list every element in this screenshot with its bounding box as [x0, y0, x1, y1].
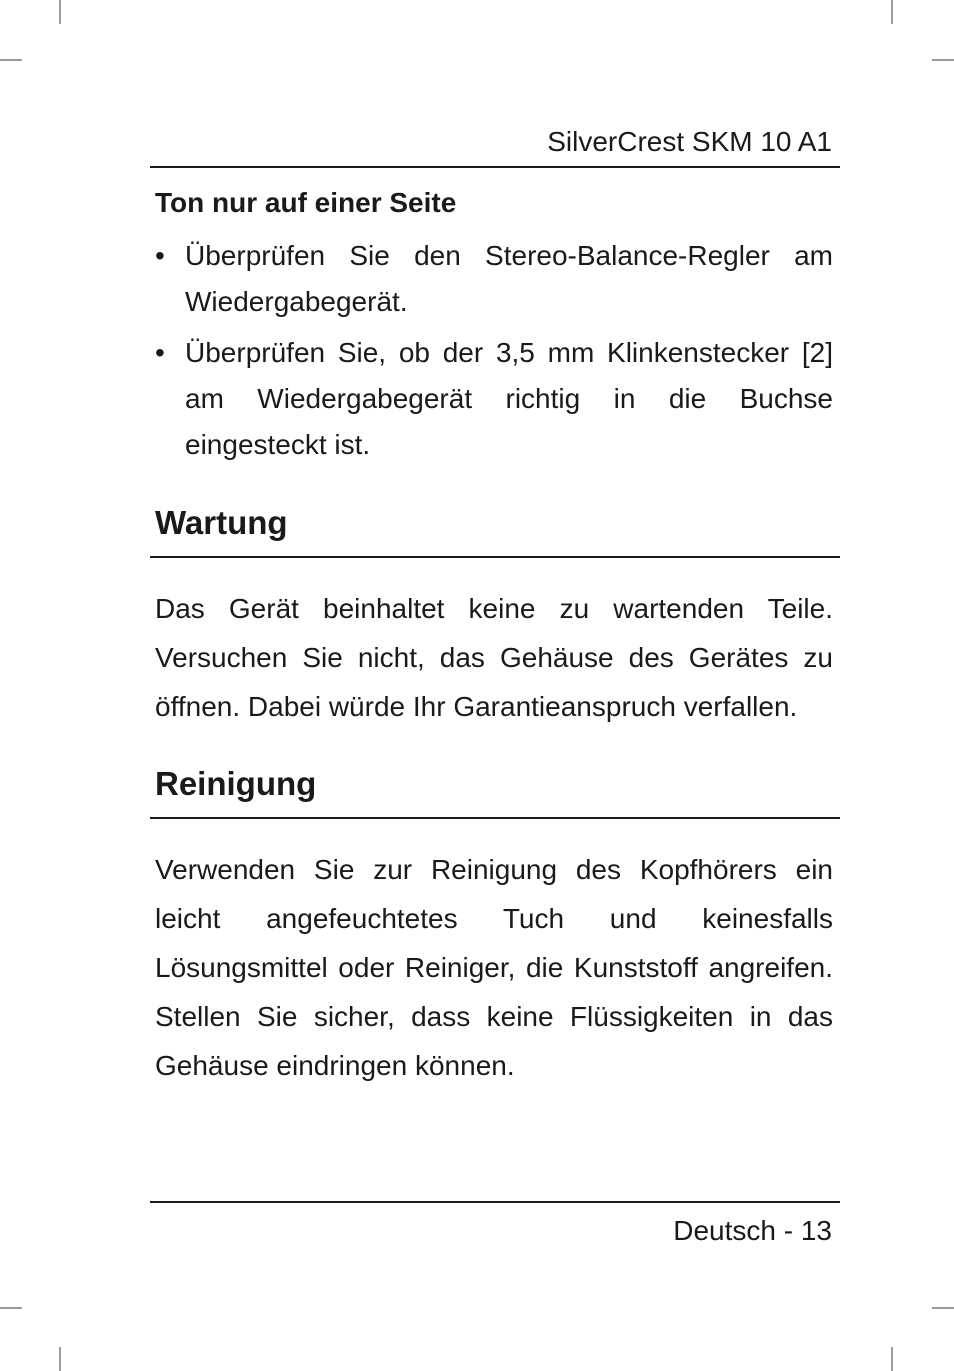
page-header-product: SilverCrest SKM 10 A1	[547, 126, 832, 157]
list-item-text: Überprüfen Sie, ob der 3,5 mm Klinkenstecker [2] am Wiedergabegerät richtig in die Buchse eingesteckt ist.	[185, 337, 833, 460]
paragraph-maintenance: Das Gerät beinhaltet keine zu wartenden Teile. Versuchen Sie nicht, das Gehäuse des Gerätes zu öffnen. Dabei würde Ihr Garantieanspruch verfallen.	[155, 593, 833, 722]
crop-mark-top-left	[0, 59, 22, 61]
list-item-text: Überprüfen Sie den Stereo-Balance-Regler am Wiedergabegerät.	[185, 240, 833, 317]
crop-mark-bottom-left	[59, 1347, 61, 1371]
subsection-title-one-side: Ton nur auf einer Seite	[155, 187, 457, 218]
crop-mark-top-right	[891, 0, 893, 24]
paragraph-cleaning: Verwenden Sie zur Reinigung des Kopfhörers ein leicht angefeuchtetes Tuch und keinesfalls Lösungsmittel oder Reiniger, die Kunststoff angreifen. Stellen Sie sicher, dass keine Flüssigkeiten in das Gehäuse eindringen können.	[155, 854, 833, 1081]
bullet-icon: •	[155, 337, 165, 368]
crop-mark-bottom-right	[891, 1347, 893, 1371]
crop-mark-bottom-left	[0, 1307, 22, 1309]
crop-mark-bottom-right	[932, 1307, 954, 1309]
list-item	[155, 330, 833, 468]
footer-rule	[150, 1201, 840, 1203]
crop-mark-top-right	[932, 59, 954, 61]
bullet-icon: •	[155, 240, 165, 271]
section-title-maintenance: Wartung	[155, 504, 288, 541]
list-item	[155, 233, 833, 325]
crop-mark-top-left	[59, 0, 61, 24]
section-rule-maintenance	[150, 556, 840, 558]
section-rule-cleaning	[150, 817, 840, 819]
section-title-cleaning: Reinigung	[155, 765, 317, 802]
page-footer-number: Deutsch - 13	[673, 1215, 832, 1246]
header-rule	[150, 166, 840, 168]
